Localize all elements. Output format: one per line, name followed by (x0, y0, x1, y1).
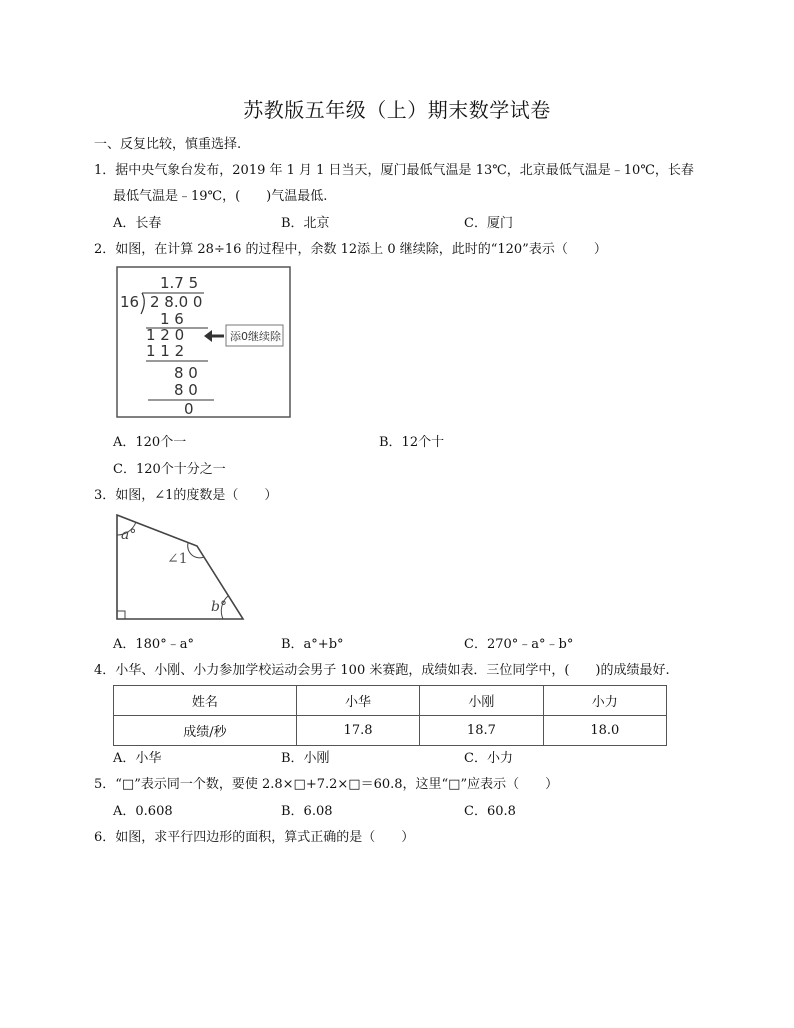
q2-stem: 2．如图，在计算 28÷16 的过程中，余数 12添上 0 继续除，此时的“120”表示（ ） (94, 242, 607, 257)
exam-title: 苏教版五年级（上）期末数学试卷 (243, 98, 551, 122)
table-header-cell: 小华 (296, 686, 419, 716)
q3-option-a[interactable]: A．180°﹣a° (113, 637, 194, 652)
q1-line2: 最低气温是﹣19℃，( )气温最低. (113, 189, 328, 204)
q5-stem: 5．“□”表示同一个数，要使 2.8×□+7.2×□＝60.8，这里“□”应表示（ ） (94, 777, 559, 792)
table-header-cell: 姓名 (114, 686, 297, 716)
q4-option-c[interactable]: C．小力 (464, 751, 513, 766)
q5-option-b[interactable]: B．6.08 (281, 804, 333, 819)
division-step-2: 1 2 0 (146, 326, 185, 344)
division-quotient: 1.7 5 (160, 274, 199, 292)
q3-option-c[interactable]: C．270°﹣a°﹣b° (464, 637, 574, 652)
q3-stem: 3．如图，∠1的度数是（ ） (94, 488, 278, 503)
division-step-1: 1 6 (160, 310, 184, 328)
table-header-cell: 小力 (543, 686, 666, 716)
q6-stem: 6．如图，求平行四边形的面积，算式正确的是（ ） (94, 830, 415, 845)
table-header-cell: 小刚 (420, 686, 543, 716)
angle-1-label: ∠1 (167, 551, 188, 567)
q4-option-a[interactable]: A．小华 (113, 751, 162, 766)
q1-option-a[interactable]: A．长春 (113, 216, 162, 231)
q4-option-b[interactable]: B．小刚 (281, 751, 330, 766)
division-step-6: 0 (184, 400, 194, 418)
angle-b-label: b° (211, 599, 227, 615)
q2-option-c[interactable]: C．120个十分之一 (113, 462, 226, 477)
division-step-3: 1 1 2 (146, 342, 185, 360)
quadrilateral-figure (110, 508, 250, 624)
q1-option-b[interactable]: B．北京 (281, 216, 330, 231)
table-row (114, 716, 667, 746)
table-cell: 18.7 (420, 716, 543, 746)
callout-text: 添0继续除 (230, 330, 281, 343)
q1-option-c[interactable]: C．厦门 (464, 216, 513, 231)
results-table (113, 685, 667, 746)
table-header-row (114, 686, 667, 716)
q4-stem: 4．小华、小刚、小力参加学校运动会男子 100 米赛跑，成绩如表．三位同学中，( )的成绩最好. (94, 663, 670, 678)
division-step-4: 8 0 (174, 364, 198, 382)
long-division-figure (116, 266, 292, 419)
q3-option-b[interactable]: B．a°+b° (281, 637, 344, 652)
right-angle-mark-bottom (117, 611, 125, 619)
table-cell: 17.8 (296, 716, 419, 746)
division-step-5: 8 0 (174, 381, 198, 399)
section-heading: 一、反复比较，慎重选择. (94, 137, 242, 152)
q2-option-b[interactable]: B．12个十 (379, 435, 445, 450)
table-cell: 成绩/秒 (114, 716, 297, 746)
division-divisor: 16 (120, 293, 140, 311)
q5-option-a[interactable]: A．0.608 (113, 804, 173, 819)
division-dividend: 2 8.0 0 (150, 293, 203, 311)
q1-line1: 1．据中央气象台发布，2019 年 1 月 1 日当天，厦门最低气温是 13℃，北京最低气温是﹣10℃，长春 (94, 163, 694, 178)
q5-option-c[interactable]: C．60.8 (464, 804, 516, 819)
table-cell: 18.0 (543, 716, 666, 746)
q2-option-a[interactable]: A．120个一 (113, 435, 187, 450)
angle-a-label: a° (121, 527, 137, 543)
